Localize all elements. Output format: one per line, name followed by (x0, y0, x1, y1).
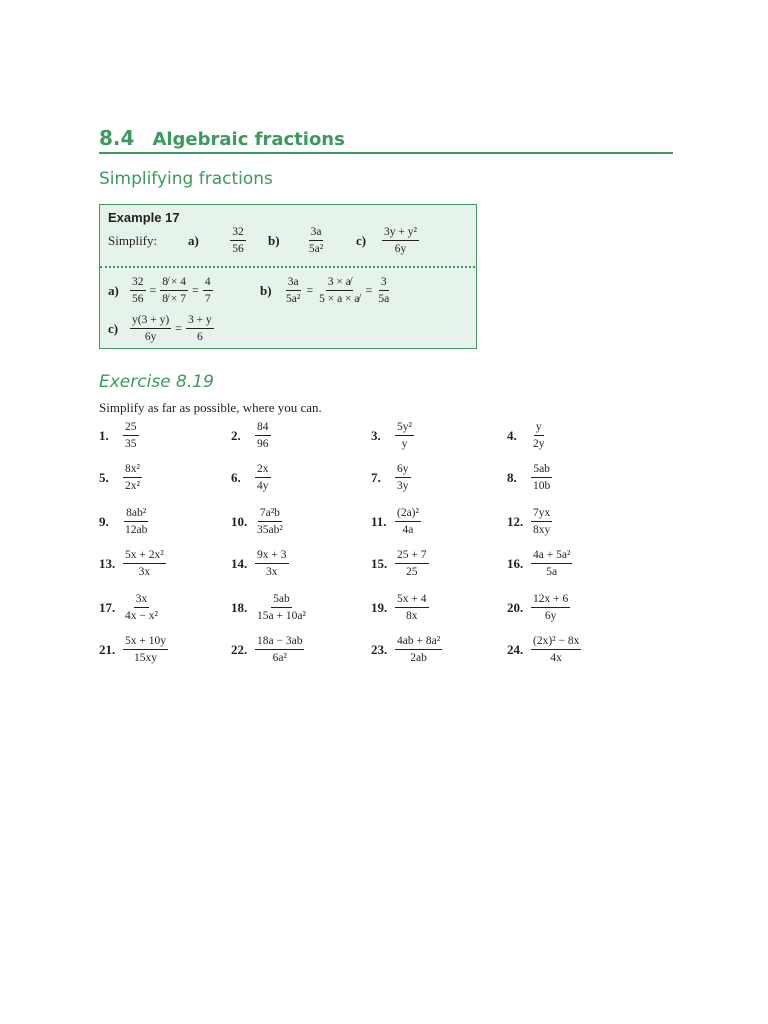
numerator: 25 + 7 (395, 548, 429, 564)
numerator: y(3 + y) (130, 313, 171, 329)
fraction (376, 275, 391, 307)
fraction (255, 506, 285, 538)
numerator: y (534, 420, 544, 436)
denominator: 3y (397, 480, 409, 493)
question-label: a) (188, 232, 199, 248)
numerator: 3 (379, 275, 389, 291)
fraction (123, 506, 149, 538)
section-title: Algebraic fractions (152, 129, 345, 150)
exercise-item (507, 634, 647, 666)
answer-row-c (108, 313, 214, 345)
denominator: 56 (232, 243, 244, 256)
exercise-item (99, 462, 239, 494)
denominator: 15xy (134, 652, 157, 665)
fraction (395, 420, 414, 452)
numerator: 84 (255, 420, 271, 436)
equals-sign: = (175, 321, 182, 336)
item-number: 18. (231, 599, 248, 615)
item-number: 1. (99, 427, 109, 443)
item-number: 2. (231, 427, 241, 443)
example-question-row (108, 225, 419, 257)
item-number: 17. (99, 599, 116, 615)
answer-label: b) (260, 282, 272, 298)
question-label: c) (356, 232, 367, 248)
denominator: 15a + 10a² (257, 610, 306, 623)
exercise-title: Exercise 8.19 (99, 372, 214, 392)
exercise-item (231, 420, 371, 452)
fraction (218, 225, 258, 257)
exercise-item (231, 634, 371, 666)
denominator: 3x (138, 566, 151, 579)
denominator: 8x (406, 610, 418, 623)
denominator: 35 (125, 438, 137, 451)
exercise-item (507, 462, 647, 494)
fraction (531, 506, 552, 538)
numerator: 5ab (271, 592, 292, 608)
numerator: 4a + 5a² (531, 548, 572, 564)
fraction (531, 548, 572, 580)
item-number: 3. (371, 427, 381, 443)
equals-sign: = (149, 283, 157, 298)
fraction (123, 420, 139, 452)
denominator: 2ab (410, 652, 427, 665)
exercise-item (99, 592, 239, 624)
denominator: 4y (257, 480, 269, 493)
numerator: 5x + 10y (123, 634, 168, 650)
item-number: 15. (371, 555, 388, 571)
denominator: 6 (196, 331, 203, 344)
numerator: 6y (395, 462, 411, 478)
denominator: 6a² (272, 652, 287, 665)
example-box (99, 204, 477, 349)
denominator: 25 (406, 566, 418, 579)
numerator: (2a)² (395, 506, 421, 522)
denominator: 4x (550, 652, 562, 665)
exercise-instruction: Simplify as far as possible, where you can. (99, 400, 322, 415)
item-number: 22. (231, 641, 248, 657)
exercise-item (99, 548, 239, 580)
denominator: 56 (132, 293, 144, 306)
fraction (123, 634, 168, 666)
denominator: 5a² (308, 243, 324, 256)
numerator: 3 + y (186, 313, 214, 329)
fraction (294, 225, 338, 257)
numerator: 4 (203, 275, 213, 291)
denominator: 35ab² (257, 524, 283, 537)
exercise-item (99, 506, 239, 538)
numerator: 8ab² (124, 506, 148, 522)
item-number: 21. (99, 641, 116, 657)
fraction (203, 275, 213, 307)
numerator: 18a − 3ab (255, 634, 304, 650)
denominator: 2y (533, 438, 545, 451)
numerator: 4ab + 8a² (395, 634, 442, 650)
item-number: 6. (231, 469, 241, 485)
denominator: y (401, 438, 408, 451)
exercise-item (371, 548, 511, 580)
fraction (382, 225, 419, 257)
fraction (317, 275, 361, 307)
denominator: 96 (257, 438, 269, 451)
item-number: 4. (507, 427, 517, 443)
exercise-item (231, 506, 371, 538)
numerator: 2x (255, 462, 271, 478)
example-prompt: Simplify: (108, 232, 158, 248)
fraction (531, 634, 581, 666)
fraction (284, 275, 302, 307)
item-number: 19. (371, 599, 388, 615)
fraction (395, 592, 429, 624)
numerator: 7a²b (258, 506, 282, 522)
denominator: 12ab (125, 524, 148, 537)
denominator: 4a (402, 524, 414, 537)
exercise-item (371, 506, 511, 538)
example-title: Example 17 (108, 210, 180, 225)
fraction (255, 462, 271, 494)
fraction (130, 275, 146, 307)
denominator: 8̸ × 7 (162, 293, 187, 306)
denominator: 10b (533, 480, 551, 493)
answer-label: a) (108, 282, 119, 298)
exercise-item (371, 420, 511, 452)
numerator: 3y + y² (382, 225, 419, 241)
numerator: 3x (134, 592, 150, 608)
answer-label: c) (108, 320, 119, 336)
equals-sign: = (306, 283, 314, 298)
fraction (123, 462, 142, 494)
exercise-item (231, 592, 371, 624)
numerator: 3a (286, 275, 301, 291)
equals-sign: = (365, 283, 373, 298)
item-number: 10. (231, 513, 248, 529)
exercise-item (231, 548, 371, 580)
numerator: 5x + 4 (395, 592, 429, 608)
numerator: 5x + 2x² (123, 548, 166, 564)
fraction (255, 548, 289, 580)
item-number: 11. (371, 513, 387, 529)
numerator: (2x)² − 8x (531, 634, 581, 650)
section-number: 8.4 (99, 126, 135, 150)
numerator: 8̸ × 4 (160, 275, 188, 291)
denominator: 6y (394, 243, 407, 256)
item-number: 24. (507, 641, 524, 657)
question-label: b) (268, 232, 280, 248)
numerator: 3 × a̸ (326, 275, 353, 291)
exercise-item (507, 420, 647, 452)
exercise-item (507, 592, 647, 624)
item-number: 5. (99, 469, 109, 485)
answer-row-a (108, 275, 213, 307)
fraction (395, 634, 442, 666)
denominator: 3x (266, 566, 278, 579)
section-heading (99, 126, 345, 150)
answer-row-b (260, 275, 391, 307)
fraction (395, 462, 411, 494)
fraction (531, 592, 570, 624)
item-number: 8. (507, 469, 517, 485)
numerator: 25 (123, 420, 139, 436)
fraction (160, 275, 188, 307)
item-number: 16. (507, 555, 524, 571)
numerator: 32 (230, 225, 246, 241)
numerator: 3a (309, 225, 324, 241)
exercise-item (507, 548, 647, 580)
fraction (531, 420, 547, 452)
numerator: 7yx (531, 506, 552, 522)
fraction (531, 462, 552, 494)
exercise-item (99, 634, 239, 666)
item-number: 7. (371, 469, 381, 485)
subsection-title: Simplifying fractions (99, 169, 273, 189)
denominator: 5 × a × a̸ (319, 293, 360, 306)
fraction (123, 548, 166, 580)
item-number: 20. (507, 599, 524, 615)
fraction (395, 506, 421, 538)
denominator: 8xy (533, 524, 551, 537)
exercise-item (371, 592, 511, 624)
exercise-item (99, 420, 239, 452)
numerator: 32 (130, 275, 146, 291)
denominator: 5a² (286, 293, 301, 306)
fraction (255, 634, 304, 666)
fraction (255, 420, 271, 452)
item-number: 14. (231, 555, 248, 571)
fraction (395, 548, 429, 580)
exercise-item (371, 462, 511, 494)
denominator: 7 (204, 293, 211, 306)
denominator: 5a (546, 566, 558, 579)
denominator: 6y (144, 331, 157, 344)
numerator: 5ab (531, 462, 552, 478)
item-number: 13. (99, 555, 116, 571)
denominator: 2x² (125, 480, 140, 493)
equals-sign: = (192, 283, 199, 298)
denominator: 5a (378, 293, 390, 306)
section-rule (99, 152, 673, 154)
fraction (123, 592, 160, 624)
fraction (186, 313, 214, 345)
fraction (130, 313, 171, 345)
numerator: 8x² (123, 462, 142, 478)
numerator: 9x + 3 (255, 548, 289, 564)
fraction (255, 592, 308, 624)
exercise-item (231, 462, 371, 494)
exercise-item (371, 634, 511, 666)
item-number: 9. (99, 513, 109, 529)
exercise-item (507, 506, 647, 538)
numerator: 5y² (395, 420, 414, 436)
denominator: 4x − x² (125, 610, 158, 623)
numerator: 12x + 6 (531, 592, 570, 608)
example-divider (100, 266, 475, 268)
item-number: 12. (507, 513, 524, 529)
item-number: 23. (371, 641, 388, 657)
denominator: 6y (544, 610, 557, 623)
